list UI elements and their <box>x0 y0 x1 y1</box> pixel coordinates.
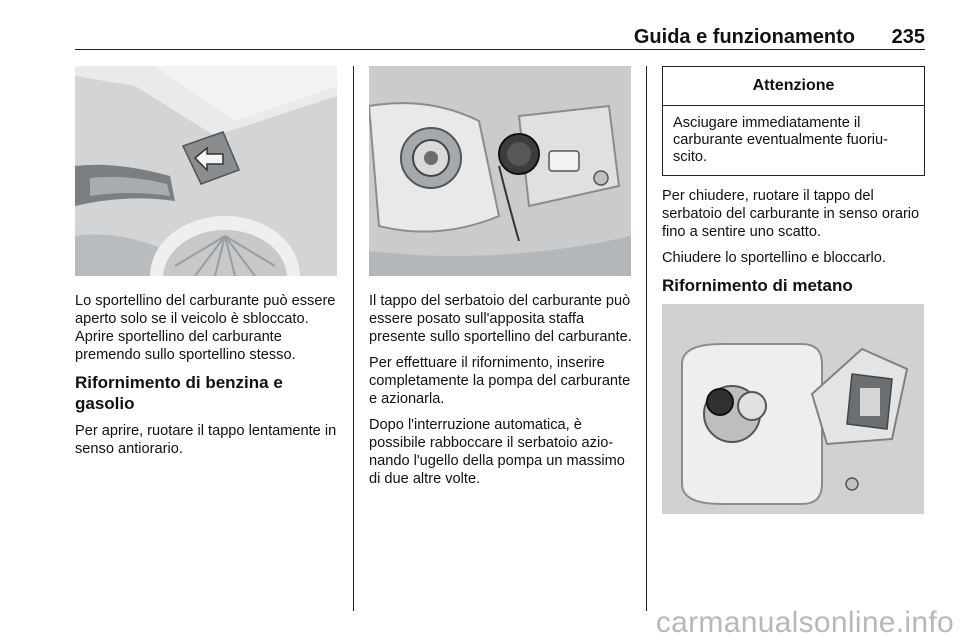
figure-fuel-cap <box>369 66 631 276</box>
paragraph: Lo sportellino del carburante può essere aperto solo se il veicolo è sbloccato. Aprire sportellino del carburante premendo sullo sportellino stesso. <box>75 293 336 363</box>
paragraph: Il tappo del serbatoio del carburante può essere posato sull'apposita staffa presente sullo sportellino del carburante. <box>369 293 632 345</box>
warning-title: Attenzione <box>663 67 924 106</box>
warning-box <box>662 66 925 176</box>
paragraph: Per chiudere, ruotare il tappo del serbatoio del carburante in senso orario fino a sentire uno scatto. <box>662 188 920 240</box>
watermark: carmanualsonline.info <box>655 606 954 639</box>
page-number: 235 <box>891 26 925 48</box>
paragraph: Per effettuare il rifornimento, inserire completamente la pompa del carburante e azionarla. <box>369 355 631 407</box>
section-heading: Rifornimento di benzina e gasolio <box>75 373 283 413</box>
page-header <box>75 24 925 50</box>
cng-filler-illustration <box>662 304 924 514</box>
section-heading: Rifornimento di metano <box>662 276 853 295</box>
paragraph: Dopo l'interruzione automatica, è possibile rabboccare il serbatoio azionando l'ugello della pompa un massimo di due altre volte. <box>369 417 625 487</box>
car-illustration <box>75 66 337 276</box>
fuel-cap-illustration <box>369 66 631 276</box>
column-1-text <box>75 292 343 466</box>
column-2-text <box>369 292 637 496</box>
header-rule <box>75 49 925 50</box>
column-3-text <box>662 187 924 304</box>
paragraph: Per aprire, ruotare il tappo lentamente in senso antiorario. <box>75 423 337 457</box>
figure-fuel-door-car <box>75 66 337 276</box>
paragraph: Chiudere lo sportellino e bloccarlo. <box>662 250 886 266</box>
section-title: Guida e funzionamento <box>633 26 855 48</box>
figure-cng-filler <box>662 304 924 514</box>
warning-text: Asciugare immediatamente il carburante eventualmente fuoriuscito. <box>673 115 888 165</box>
column-divider <box>353 66 354 611</box>
column-divider <box>646 66 647 611</box>
